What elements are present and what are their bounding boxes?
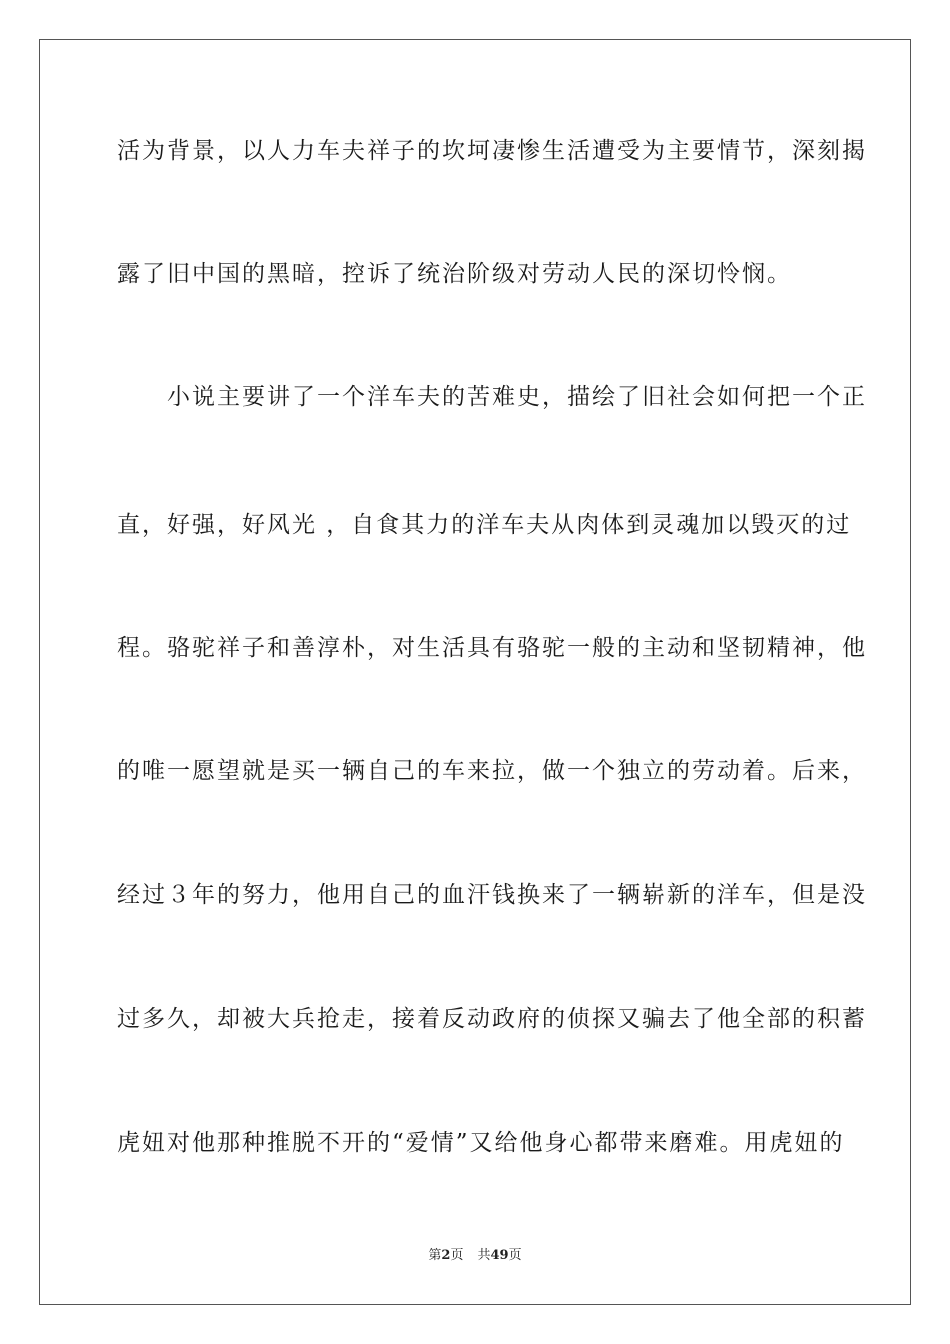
body-text-line: 程。骆驼祥子和善淳朴，对生活具有骆驼一般的主动和坚韧精神，他: [117, 635, 867, 661]
body-text-line: 过多久，却被大兵抢走，接着反动政府的侦探又骗去了他全部的积蓄: [117, 1006, 867, 1032]
body-text-line: 露了旧中国的黑暗，控诉了统治阶级对劳动人民的深切怜悯。: [117, 261, 792, 287]
page-border: [39, 39, 911, 1305]
body-text-line: 直，好强，好风光 ，自食其力的洋车夫从肉体到灵魂加以毁灭的过: [117, 512, 852, 538]
page-suffix: 页: [450, 1248, 464, 1263]
body-text-line: 虎妞对他那种推脱不开的“爱情”又给他身心都带来磨难。用虎妞的: [117, 1130, 845, 1156]
total-pages: 49: [490, 1248, 509, 1263]
page-footer: [0, 1247, 950, 1265]
body-text-line: 的唯一愿望就是买一辆自己的车来拉，做一个独立的劳动着。后来，: [117, 758, 867, 784]
body-text-line: 活为背景，以人力车夫祥子的坎坷凄惨生活遭受为主要情节，深刻揭: [117, 138, 867, 164]
page-number: 2: [441, 1248, 451, 1263]
total-prefix: 共: [477, 1248, 491, 1263]
body-text-line: 经过３年的努力，他用自己的血汗钱换来了一辆崭新的洋车，但是没: [117, 882, 867, 908]
page-prefix: 第: [428, 1248, 442, 1263]
body-text-line: 小说主要讲了一个洋车夫的苦难史，描绘了旧社会如何把一个正: [117, 384, 867, 410]
total-suffix: 页: [508, 1248, 522, 1263]
